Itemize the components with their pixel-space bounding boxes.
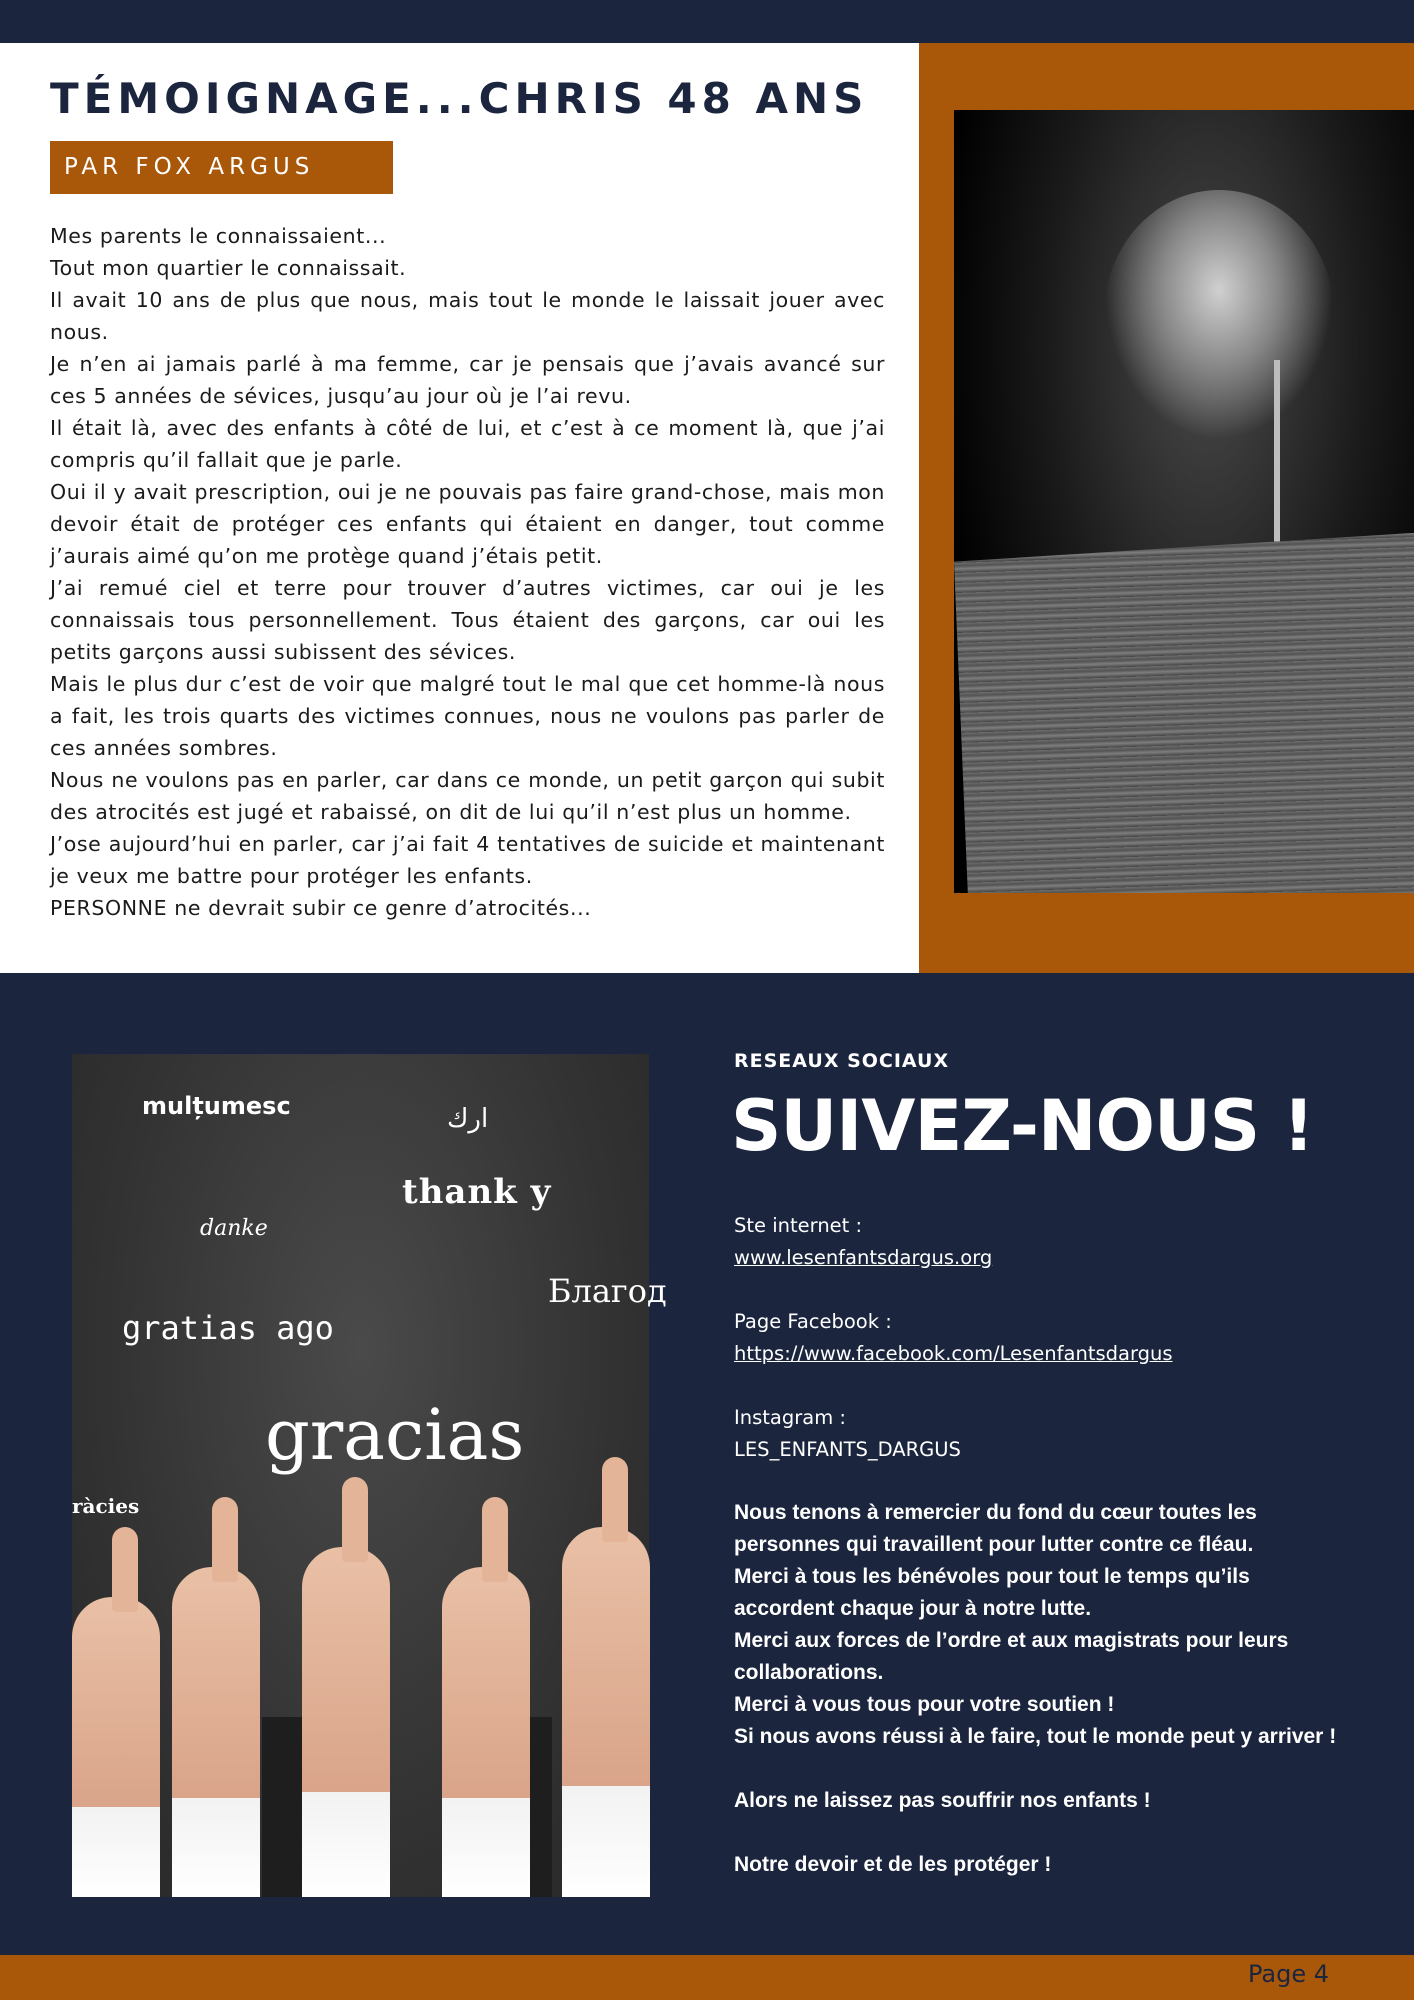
facebook-label: Page Facebook : bbox=[734, 1310, 892, 1333]
thanks-word: mulțumesc bbox=[142, 1092, 291, 1120]
thanks-word: gracias bbox=[265, 1394, 525, 1476]
paragraph: J’ose aujourd’hui en parler, car j’ai fait 4 tentatives de suicide et maintenant je veux me battre pour protéger les enfants. bbox=[50, 832, 885, 888]
section-label: RESEAUX SOCIAUX bbox=[734, 1050, 950, 1072]
thanks-line: Merci aux forces de l’ordre et aux magistrats pour leurs collaborations. bbox=[734, 1629, 1289, 1684]
thanks-line: Merci à tous les bénévoles pour tout le temps qu’ils accordent chaque jour à notre lutte. bbox=[734, 1565, 1250, 1620]
thumbs-up-hand bbox=[442, 1567, 530, 1897]
thumbs-up-hand bbox=[172, 1567, 260, 1897]
thanks-line: Merci à vous tous pour votre soutien ! bbox=[734, 1693, 1115, 1716]
article-byline: PAR FOX ARGUS bbox=[50, 141, 393, 194]
thumbs-up-hand bbox=[302, 1547, 390, 1897]
thumbs-up-hand bbox=[72, 1597, 160, 1897]
clasped-hands bbox=[1104, 190, 1334, 440]
facebook-link[interactable]: https://www.facebook.com/Lesenfantsdargus bbox=[734, 1342, 1173, 1365]
thanks-word: Благод bbox=[548, 1272, 667, 1310]
thumbs-up-hand bbox=[562, 1527, 650, 1897]
thanks-line: Si nous avons réussi à le faire, tout le monde peut y arriver ! bbox=[734, 1725, 1337, 1748]
paragraph: Tout mon quartier le connaissait. bbox=[50, 256, 407, 280]
thanks-message bbox=[734, 1497, 1354, 1881]
paragraph: Nous ne voulons pas en parler, car dans ce monde, un petit garçon qui subit des atrocités est jugé et rabaissé, on dit de lui qu’il n’est plus un homme. bbox=[50, 768, 885, 824]
paragraph: PERSONNE ne devrait subir ce genre d’atrocités... bbox=[50, 896, 592, 920]
praying-man-photo bbox=[954, 110, 1414, 893]
thanks-word: gratias ago bbox=[122, 1309, 334, 1347]
website-label: Ste internet : bbox=[734, 1214, 863, 1237]
instagram-label: Instagram : bbox=[734, 1406, 846, 1429]
article-body bbox=[50, 220, 885, 924]
paragraph: Il avait 10 ans de plus que nous, mais tout le monde le laissait jouer avec nous. bbox=[50, 288, 885, 344]
website-link[interactable]: www.lesenfantsdargus.org bbox=[734, 1246, 993, 1269]
paragraph: Je n’en ai jamais parlé à ma femme, car je pensais que j’avais avancé sur ces 5 années de sévices, jusqu’au jour où je l’ai revu. bbox=[50, 352, 885, 408]
wooden-table bbox=[954, 533, 1414, 893]
page-number: Page 4 bbox=[1248, 1960, 1329, 1988]
thanks-word: danke bbox=[200, 1216, 268, 1241]
contact-block bbox=[734, 1210, 1354, 1466]
instagram-handle: LES_ENFANTS_DARGUS bbox=[734, 1438, 961, 1461]
paragraph: Mais le plus dur c’est de voir que malgré tout le mal que cet homme-là nous a fait, les trois quarts des victimes connues, nous ne voulons pas parler de ces années sombres. bbox=[50, 672, 885, 760]
footer-bar bbox=[0, 1955, 1414, 2000]
paragraph: J’ai remué ciel et terre pour trouver d’autres victimes, car oui je les connaissais tous personnellement. Tous étaient des garçons, car oui les petits garçons aussi subissent des sévices. bbox=[50, 576, 885, 664]
paragraph: Il était là, avec des enfants à côté de lui, et c’est à ce moment là, que j’ai compris qu’il fallait que je parle. bbox=[50, 416, 885, 472]
thanks-word: thank y bbox=[402, 1172, 552, 1212]
photo-frame bbox=[919, 43, 1414, 973]
thanks-line: Nous tenons à remercier du fond du cœur toutes les personnes qui travaillent pour lutter contre ce fléau. bbox=[734, 1501, 1257, 1556]
thanks-word: ارك bbox=[447, 1104, 489, 1134]
section-title: SUIVEZ-NOUS ! bbox=[731, 1085, 1314, 1167]
article-title: TÉMOIGNAGE...CHRIS 48 ANS bbox=[50, 74, 869, 123]
thanks-word: ràcies bbox=[72, 1494, 140, 1518]
closing-line: Notre devoir et de les protéger ! bbox=[734, 1853, 1052, 1876]
thank-you-photo bbox=[72, 1054, 667, 1897]
paragraph: Oui il y avait prescription, oui je ne pouvais pas faire grand-chose, mais mon devoir était de protéger ces enfants qui étaient en danger, tout comme j’aurais aimé qu’on me protège quand j’étais petit. bbox=[50, 480, 885, 568]
closing-line: Alors ne laissez pas souffrir nos enfants ! bbox=[734, 1789, 1151, 1812]
paragraph: Mes parents le connaissaient... bbox=[50, 224, 387, 248]
